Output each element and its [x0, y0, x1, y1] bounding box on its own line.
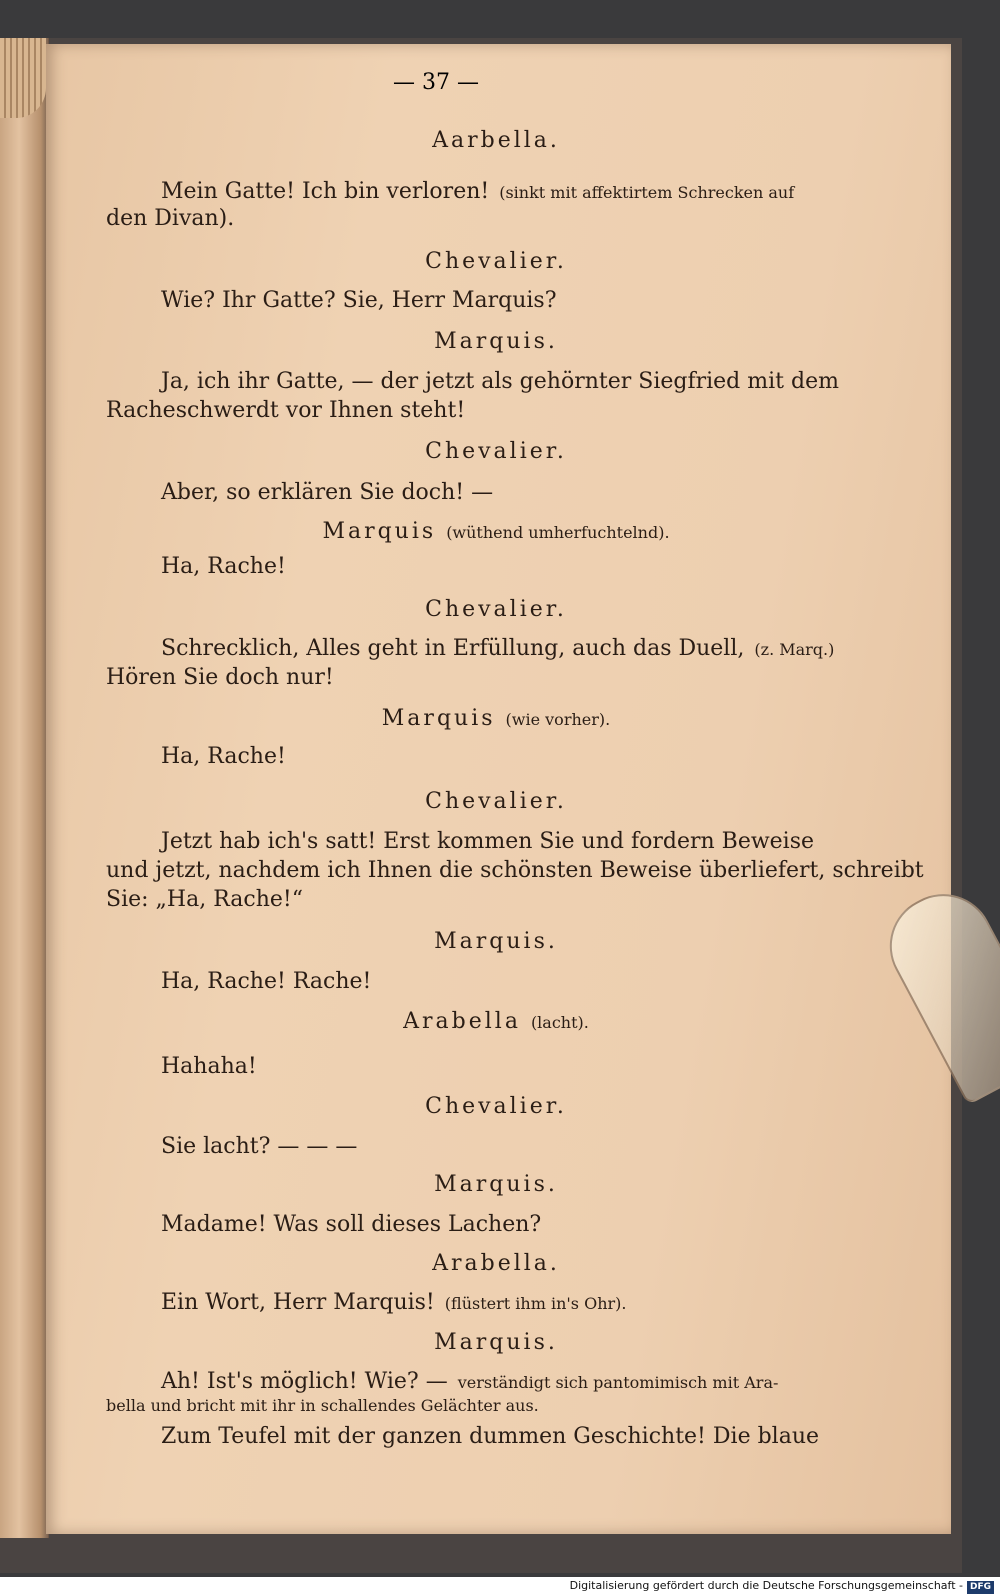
speech-line	[106, 179, 941, 204]
stage-direction: (z. Marq.)	[754, 640, 835, 659]
speech-line	[106, 1290, 941, 1315]
speech-text: Madame! Was soll dieses Lachen?	[161, 1212, 542, 1237]
speech-text: Sie: „Ha, Rache!“	[106, 887, 304, 912]
stage-direction: (wüthend umherfuchtelnd).	[446, 523, 670, 542]
speech-line	[106, 636, 941, 661]
speech-line	[106, 1424, 941, 1449]
speech-text: Ha, Rache! Rache!	[161, 969, 372, 994]
speech-line	[106, 1369, 941, 1394]
speech-text: Hören Sie doch nur!	[106, 665, 334, 690]
speech-text: Schrecklich, Alles geht in Erfüllung, auch das Duell,	[161, 636, 745, 661]
speaker-name	[106, 329, 886, 354]
speaker-name	[106, 789, 886, 814]
speech-text: Ha, Rache!	[161, 744, 286, 769]
speaker-label: Marquis.	[434, 1172, 558, 1197]
speaker-label: Chevalier.	[425, 249, 567, 274]
speaker-name	[106, 1094, 886, 1119]
speaker-name	[106, 1251, 886, 1276]
book-page	[46, 44, 951, 1534]
speaker-name	[106, 1172, 886, 1197]
speech-line	[106, 969, 941, 994]
speaker-label: Marquis.	[434, 929, 558, 954]
speaker-label: Chevalier.	[425, 1094, 567, 1119]
speaker-name	[106, 1330, 886, 1355]
speech-line	[106, 480, 941, 505]
speech-text: Zum Teufel mit der ganzen dummen Geschichte! Die blaue	[161, 1424, 820, 1449]
speech-text: den Divan).	[106, 206, 235, 231]
speaker-label: Arabella.	[432, 1251, 560, 1276]
speech-text: Aber, so erklären Sie doch! —	[161, 480, 494, 505]
stage-direction: verständigt sich pantomimisch mit Ara-	[457, 1373, 779, 1392]
stage-direction-line	[106, 1396, 886, 1415]
stage-direction: (sinkt mit affektirtem Schrecken auf	[499, 183, 795, 202]
speaker-name	[106, 1009, 886, 1034]
speech-text: Ha, Rache!	[161, 554, 286, 579]
speech-text: Ja, ich ihr Gatte, — der jetzt als gehörnter Siegfried mit dem	[161, 369, 839, 394]
stage-direction: bella und bricht mit ihr in schallendes Gelächter aus.	[106, 1396, 539, 1415]
speech-text: Ein Wort, Herr Marquis!	[161, 1290, 435, 1315]
speaker-label: Arabella	[403, 1009, 521, 1034]
speech-line	[106, 1212, 941, 1237]
footer-text: Digitalisierung gefördert durch die Deutsche Forschungsgemeinschaft -	[569, 1579, 963, 1592]
continuation-line	[106, 858, 924, 883]
speaker-label: Aarbella.	[432, 128, 560, 153]
speech-text: Ah! Ist's möglich! Wie? —	[161, 1369, 448, 1394]
speech-line	[106, 829, 941, 854]
speaker-name	[106, 597, 886, 622]
page-number: — 37 —	[393, 70, 479, 95]
speech-text: Jetzt hab ich's satt! Erst kommen Sie und fordern Beweise	[161, 829, 815, 854]
speaker-name	[106, 929, 886, 954]
stage-direction: (flüstert ihm in's Ohr).	[444, 1294, 627, 1313]
speech-line	[106, 1134, 941, 1159]
speech-text: Racheschwerdt vor Ihnen steht!	[106, 398, 466, 423]
speaker-label: Chevalier.	[425, 789, 567, 814]
speaker-name	[106, 249, 886, 274]
dfg-logo: DFG	[967, 1581, 994, 1594]
speech-line	[106, 369, 941, 394]
speaker-name	[106, 439, 886, 464]
speaker-label: Marquis	[322, 519, 437, 544]
speaker-label: Chevalier.	[425, 597, 567, 622]
speaker-label: Chevalier.	[425, 439, 567, 464]
continuation-line	[106, 206, 886, 231]
speaker-name	[106, 128, 886, 153]
page-roll	[0, 38, 46, 118]
speaker-label: Marquis	[381, 706, 496, 731]
speech-line	[106, 744, 941, 769]
speaker-label: Marquis.	[434, 329, 558, 354]
speech-text: Sie lacht? — — —	[161, 1134, 358, 1159]
speech-text: und jetzt, nachdem ich Ihnen die schönsten Beweise überliefert, schreibt	[106, 858, 924, 883]
speech-line	[106, 288, 941, 313]
stage-direction: (lacht).	[530, 1013, 589, 1032]
speech-text: Hahaha!	[161, 1054, 257, 1079]
continuation-line	[106, 398, 886, 423]
speech-line	[106, 554, 941, 579]
footer-bar	[0, 1577, 1000, 1595]
continuation-line	[106, 887, 886, 912]
continuation-line	[106, 665, 886, 690]
book-spine	[0, 38, 49, 1538]
stage-direction: (wie vorher).	[505, 710, 611, 729]
speech-line	[106, 1054, 941, 1079]
speech-text: Mein Gatte! Ich bin verloren!	[161, 179, 490, 204]
speaker-label: Marquis.	[434, 1330, 558, 1355]
speaker-name	[106, 706, 886, 731]
speaker-name	[106, 519, 886, 544]
speech-text: Wie? Ihr Gatte? Sie, Herr Marquis?	[161, 288, 557, 313]
